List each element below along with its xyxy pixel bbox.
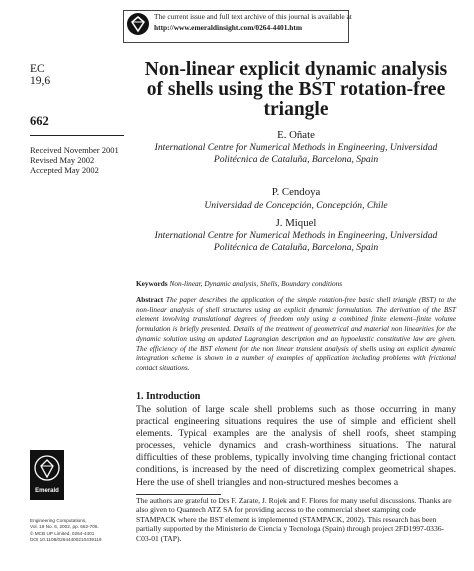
introduction-text: The solution of large scale shell problems such as those occurring in many practical engineering situations requires the use of simple and efficient shell elements. Typical examples are the analysis of shell roofs, sheet stamping processes, vehicle dynamics and crash-worthiness situations. The natural difficulties of these problems, typically involving time changing frictional contact conditions, is increased by the need of discretizing complex geometrical shapes. Here the use of shell triangles and non-structured meshes becomes a xyxy=(136,404,456,488)
author-affiliation: International Centre for Numerical Methods in Engineering, Universidad Politécnica de Cataluña, Barcelona, Spain xyxy=(154,142,438,165)
received-date: Received November 2001 xyxy=(30,145,119,155)
abstract xyxy=(136,295,456,373)
emerald-logo-label: Emerald xyxy=(35,488,59,494)
emerald-gem-icon xyxy=(127,13,149,35)
footnote-rule xyxy=(136,494,221,495)
doi: DOI 10.1108/02644400210439119 xyxy=(30,536,102,542)
author-affiliation: Universidad de Concepción, Concepción, Chile xyxy=(204,200,388,211)
journal-url-link[interactable]: http://www.emeraldinsight.com/0264-4401.htm xyxy=(154,23,303,32)
keywords-list: Non-linear, Dynamic analysis, Shells, Boundary conditions xyxy=(169,279,343,288)
page-number-rule xyxy=(30,135,124,136)
keywords xyxy=(136,279,456,288)
revised-date: Revised May 2002 xyxy=(30,155,95,165)
author-name: J. Miquel xyxy=(275,217,317,229)
keywords-label: Keywords xyxy=(136,279,168,288)
author-name: P. Cendoya xyxy=(271,186,321,198)
author-affiliation: International Centre for Numerical Methods in Engineering, Universidad Politécnica de Cataluña, Barcelona, Spain xyxy=(154,230,438,253)
abstract-label: Abstract xyxy=(136,295,164,304)
journal-citation xyxy=(30,518,130,543)
notice-text: The current issue and full text archive of this journal is available at xyxy=(154,12,352,21)
journal-name: Engineering Computations, xyxy=(30,518,87,523)
citation-volume: Vol. 19 No. 6, 2002, pp. 662-706. xyxy=(30,524,99,530)
author-name: E. Oñate xyxy=(277,129,315,141)
journal-code: EC xyxy=(30,63,45,75)
accepted-date: Accepted May 2002 xyxy=(30,165,99,175)
article-title: Non-linear explicit dynamic analysis of shells using the BST rotation-free triangle xyxy=(144,59,448,120)
page-number: 662 xyxy=(30,114,49,128)
emerald-logo-icon xyxy=(30,450,64,488)
copyright: © MCB UP Limited, 0264-4401 xyxy=(30,530,95,536)
journal-volume: 19,6 xyxy=(30,75,51,87)
section-heading: 1. Introduction xyxy=(136,391,201,402)
acknowledgement-footnote: The authors are grateful to Drs F. Zarate, J. Rojek and F. Flores for many useful discussions. Thanks are also given to Quantech ATZ SA for providing access to the commercial sheet stamping code STAMPACK where the BST element is implemented (STAMPACK, 2002). This research has been partially supported by the Ministerio de Ciencia y Tecnologa (Spain) through project 2FD1997-0336-C03-01 (TAP). xyxy=(136,496,452,543)
abstract-text: The paper describes the application of the simple rotation-free basic shell triangle (BST) to the non-linear analysis of shell structures using an explicit dynamic formulation. The derivation of the BST element involving translational degrees of freedom only using a combined finite element–finite volume formulation is briefly presented. Details of the treatment of geometrical and material non linearities for the dynamic solution using an updated Lagrangian description and an hypoelastic constitutive law are given. The efficiency of the BST element for the non linear transient analysis of shells using an explicit dynamic integration scheme is shown in a number of examples of application including problems with frictional contact situations. xyxy=(136,295,457,372)
